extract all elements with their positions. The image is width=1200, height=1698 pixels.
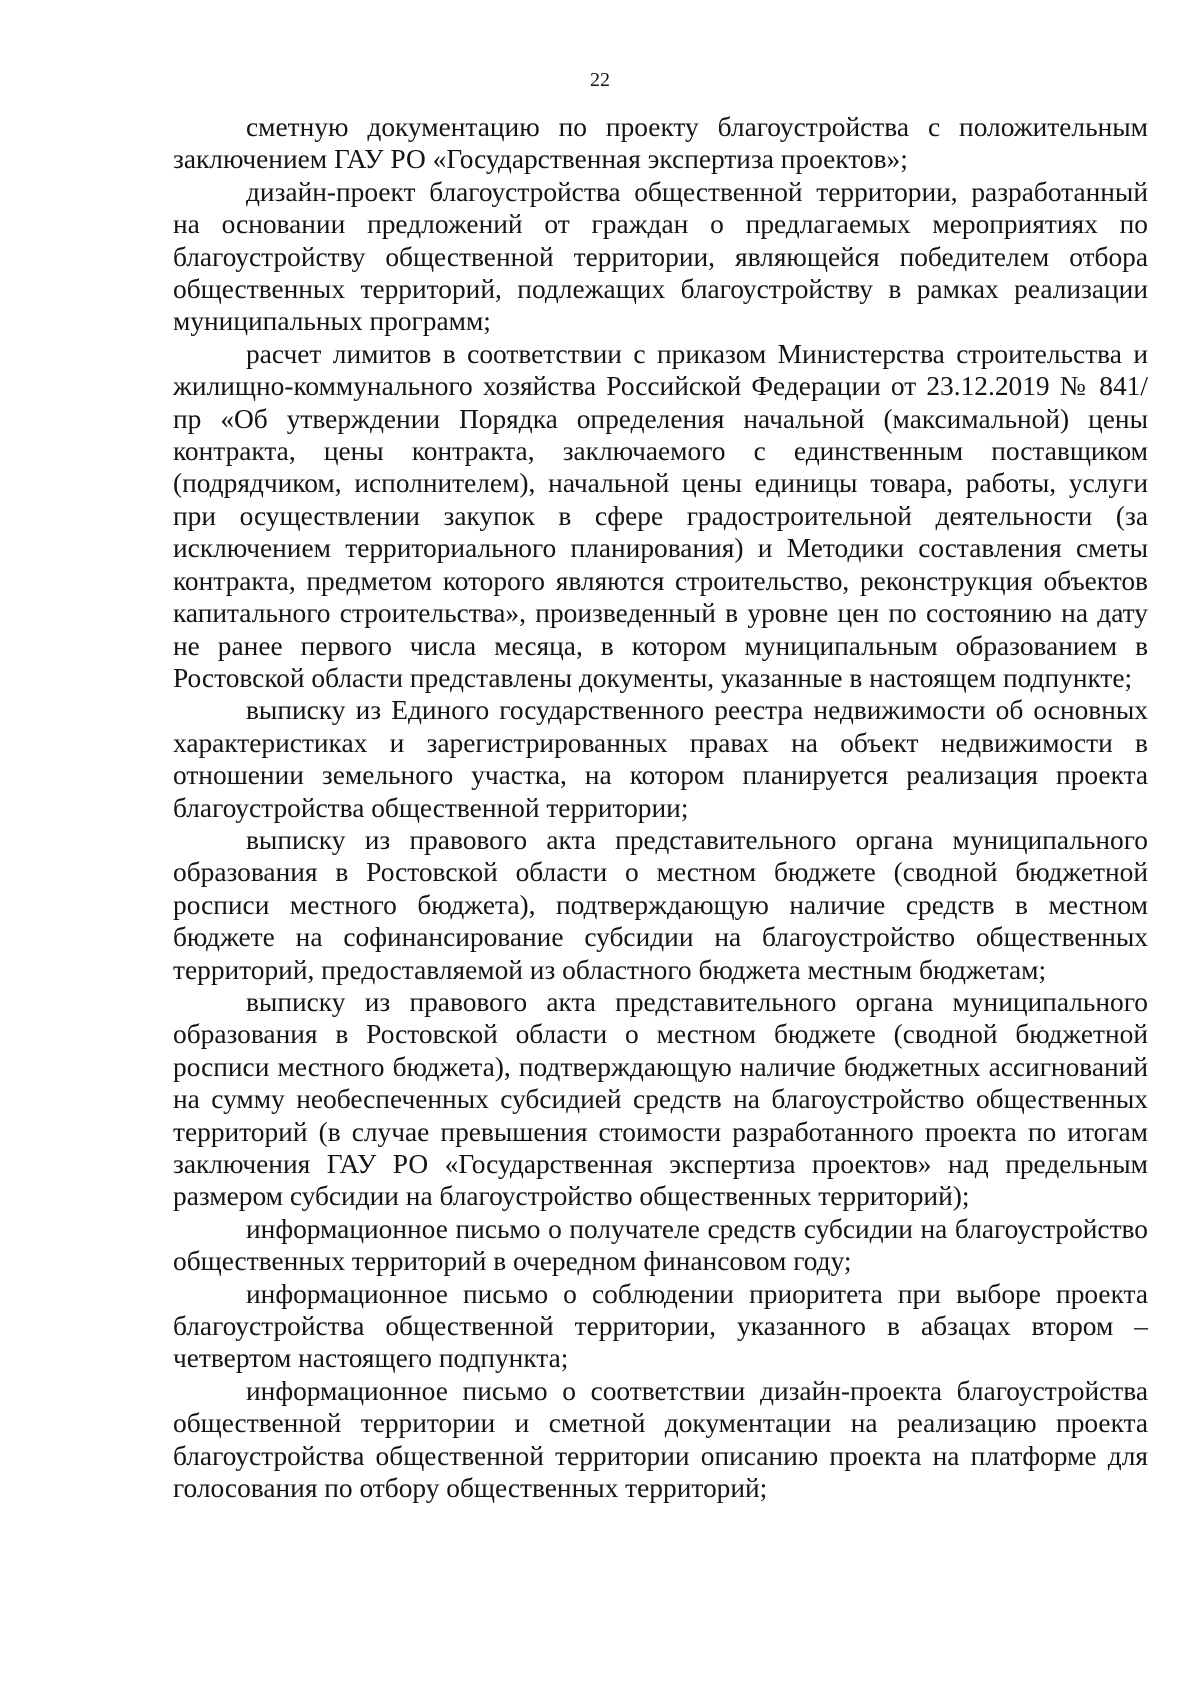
paragraph: информационное письмо о соответствии дизайн-проекта благоустройства общественной территории и сметной документации на реализацию проекта благоустройства общественной территории описанию проекта на платформе для голосования по отбору общественных территорий; bbox=[173, 1375, 1148, 1504]
page-number: 22 bbox=[590, 69, 610, 91]
paragraph: выписку из правового акта представительного органа муниципального образования в Ростовской области о местном бюджете (сводной бюджетной росписи местного бюджета), подтверждающую наличие бюджетных ассигнований на сумму необеспеченных субсидией средств на благоустройство общественных территорий (в случае превышения стоимости разработанного проекта по итогам заключения ГАУ РО «Государственная экспертиза проектов» над предельным размером субсидии на благоустройство общественных территорий); bbox=[173, 986, 1148, 1212]
paragraph: дизайн-проект благоустройства общественной территории, разработанный на основании предложений от граждан о предлагаемых мероприятиях по благоустройству общественной территории, являющейся победителем отбора общественных территорий, подлежащих благоустройству в рамках реализации муниципальных программ; bbox=[173, 176, 1148, 337]
paragraph: выписку из Единого государственного реестра недвижимости об основных характеристиках и зарегистрированных правах на объект недвижимости в отношении земельного участка, на котором планируется реализация проекта благоустройства общественной территории; bbox=[173, 695, 1148, 823]
paragraph: сметную документацию по проекту благоустройства с положительным заключением ГАУ РО «Государственная экспертиза проектов»; bbox=[173, 112, 1148, 175]
paragraph: информационное письмо о получателе средств субсидии на благоустройство общественных территорий в очередном финансовом году; bbox=[173, 1213, 1148, 1277]
paragraph: информационное письмо о соблюдении приоритета при выборе проекта благоустройства общественной территории, указанного в абзацах втором – четвертом настоящего подпункта; bbox=[173, 1278, 1148, 1374]
paragraph: выписку из правового акта представительного органа муниципального образования в Ростовской области о местном бюджете (сводной бюджетной росписи местного бюджета), подтверждающую наличие средств в местном бюджете на софинансирование субсидии на благоустройство общественных территорий, предоставляемой из областного бюджета местным бюджетам; bbox=[173, 824, 1148, 985]
paragraph: расчет лимитов в соответствии с приказом Министерства строительства и жилищно-коммунального хозяйства Российской Федерации от 23.12.2019 № 841/пр «Об утверждении Порядка определения начальной (максимальной) цены контракта, цены контракта, заключаемого с единственным поставщиком (подрядчиком, исполнителем), начальной цены единицы товара, работы, услуги при осуществлении закупок в сфере градостроительной деятельности (за исключением территориального планирования) и Методики составления сметы контракта, предметом которого являются строительство, реконструкция объектов капитального строительства», произведенный в уровне цен по состоянию на дату не ранее первого числа месяца, в котором муниципальным образованием в Ростовской области представлены документы, указанные в настоящем подпункте; bbox=[173, 338, 1148, 693]
document-body bbox=[173, 111, 1148, 1504]
